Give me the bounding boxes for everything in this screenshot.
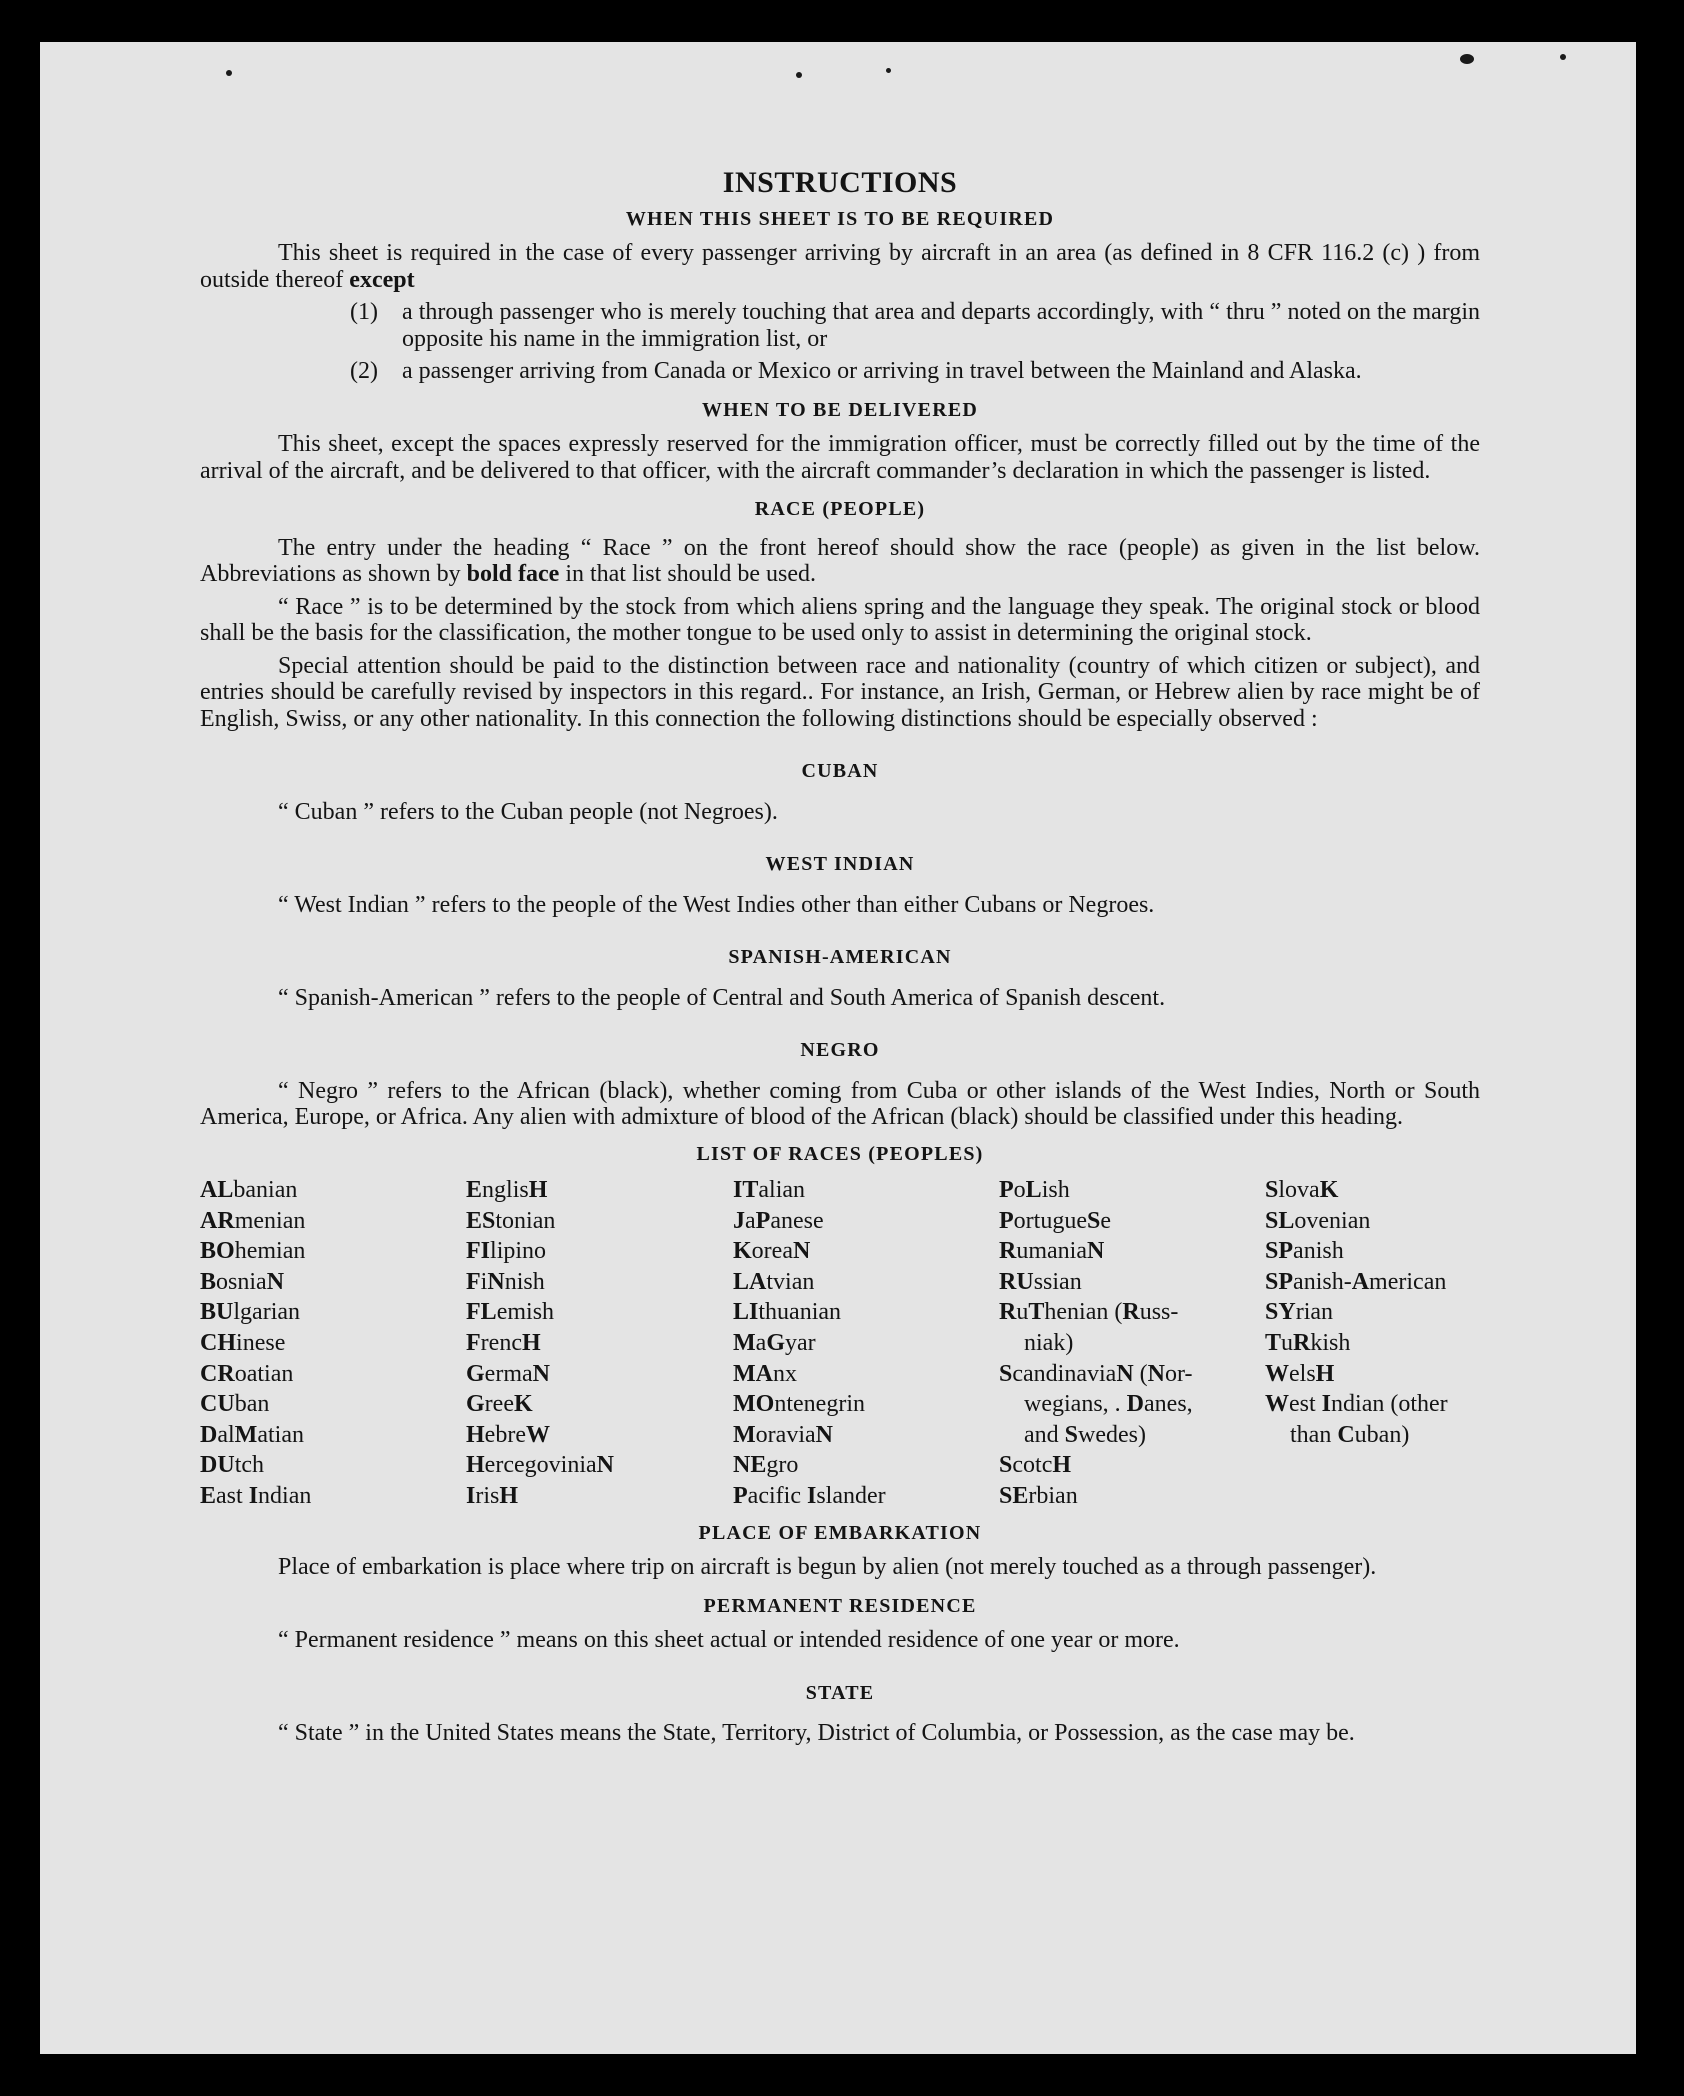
race-entry: PoLish <box>999 1177 1070 1203</box>
race-entry: DalMatian <box>200 1421 304 1448</box>
race-entry: GreeK <box>466 1391 533 1418</box>
race-entry: wegians, . Danes, <box>1024 1391 1193 1418</box>
negro-text: “ Negro ” refers to the African (black), whether coming from Cuba or other islands of the West Indies, North or South America, Europe, or Africa. Any alien with admixture of blood of the African (black) should be classified under this heading. <box>200 1077 1480 1130</box>
race-entry: MaGyar <box>733 1329 816 1356</box>
spanish-american-text: “ Spanish-American ” refers to the people of Central and South America of Spanish descent. <box>278 984 1166 1011</box>
race-entry: FiNnish <box>466 1268 545 1295</box>
races-column <box>999 1175 1265 1512</box>
race-entry: TuRkish <box>1265 1329 1351 1356</box>
race-entry: BUlgarian <box>200 1299 301 1326</box>
section-heading-required: WHEN THIS SHEET IS TO BE REQUIRED <box>625 207 1055 230</box>
required-intro-text: This sheet is required in the case of every passenger arriving by aircraft in an area (as defined in 8 CFR 116.2 (c) ) from outside thereof <box>200 240 1480 293</box>
item-number: (2) <box>350 358 378 384</box>
race-entry: HercegoviniaN <box>466 1452 614 1479</box>
punch-mark <box>1460 54 1474 64</box>
race-entry: KoreaN <box>733 1238 811 1265</box>
section-heading-residence: PERMANENT RESIDENCE <box>703 1594 977 1617</box>
race-paragraph: Special attention should be paid to the distinction between race and nationality (country of which citizen or subject), and entries should be carefully revised by inspectors in this regard.. For instance, an Irish, German, or Hebrew alien by race might be of English, Swiss, or any other nationality. In this connection the following distinctions should be especially observed : <box>200 652 1480 732</box>
document-page <box>40 42 1636 2054</box>
section-heading-embarkation: PLACE OF EMBARKATION <box>698 1521 982 1544</box>
race-p1-text: The entry under the heading “ Race ” on the front hereof should show the race (people) as given in the list below. Abbreviations as shown by <box>200 534 1480 587</box>
race-entry: RumaniaN <box>999 1238 1105 1265</box>
section-heading-cuban: CUBAN <box>801 760 879 782</box>
race-entry: ARmenian <box>200 1207 306 1234</box>
west-indian-text: “ West Indian ” refers to the people of the West Indies other than either Cubans or Negroes. <box>278 891 1155 918</box>
race-entry: CHinese <box>200 1329 286 1356</box>
item-text: a passenger arriving from Canada or Mexico or arriving in travel between the Mainland and Alaska. <box>402 358 1362 384</box>
page-title: INSTRUCTIONS <box>722 166 958 199</box>
required-intro-bold: except <box>349 266 415 293</box>
race-entry: East Indian <box>200 1482 312 1509</box>
race-entry: WelsH <box>1265 1360 1335 1387</box>
races-column <box>1265 1175 1480 1512</box>
cuban-text: “ Cuban ” refers to the Cuban people (not Negroes). <box>278 798 778 825</box>
race-entry: West Indian (other <box>1265 1391 1448 1418</box>
race-entry: LIthuanian <box>733 1299 842 1326</box>
race-p1-bold: bold face <box>466 561 560 587</box>
race-entry: MAnx <box>733 1360 797 1387</box>
race-entry: and Swedes) <box>1024 1421 1147 1448</box>
race-entry: FrencH <box>466 1329 541 1356</box>
race-entry: GermaN <box>466 1360 550 1387</box>
section-heading-spanish-american: SPANISH-AMERICAN <box>728 946 952 968</box>
race-entry: FLemish <box>466 1299 555 1326</box>
race-entry: RUssian <box>999 1268 1082 1295</box>
punch-mark <box>886 68 891 73</box>
race-entry: ITalian <box>733 1177 806 1203</box>
required-item <box>200 299 1480 352</box>
race-p1-post: in that list should be used. <box>565 561 816 587</box>
race-entry: than Cuban) <box>1290 1421 1410 1448</box>
section-heading-west-indian: WEST INDIAN <box>765 853 915 875</box>
race-entry: MoraviaN <box>733 1421 833 1448</box>
race-entry: SLovenian <box>1265 1207 1371 1234</box>
race-entry: FIlipino <box>466 1238 547 1265</box>
race-entry: SPanish <box>1265 1238 1344 1265</box>
punch-mark <box>796 72 802 78</box>
race-entry: SErbian <box>999 1482 1078 1509</box>
race-entry: SlovaK <box>1265 1177 1339 1203</box>
race-entry: BosniaN <box>200 1268 285 1295</box>
race-entry: PortugueSe <box>999 1207 1112 1234</box>
race-entry: IrisH <box>466 1482 519 1509</box>
race-entry: LAtvian <box>733 1268 815 1295</box>
race-entry: SPanish-American <box>1265 1268 1447 1295</box>
race-entry: CRoatian <box>200 1360 294 1387</box>
section-heading-negro: NEGRO <box>800 1039 880 1061</box>
race-entry: MOntenegrin <box>733 1391 865 1418</box>
residence-text: “ Permanent residence ” means on this sheet actual or intended residence of one year or more. <box>278 1627 1180 1654</box>
section-heading-state: STATE <box>805 1681 875 1704</box>
embarkation-text: Place of embarkation is place where trip on aircraft is begun by alien (not merely touched as a through passenger). <box>278 1554 1377 1581</box>
item-number: (1) <box>350 299 378 325</box>
section-heading-races-list: LIST OF RACES (PEOPLES) <box>696 1142 984 1165</box>
race-paragraph: “ Race ” is to be determined by the stock from which aliens spring and the language they speak. The original stock or blood shall be the basis for the classification, the mother tongue to be used only to assist in determining the original stock. <box>200 593 1480 646</box>
races-column <box>200 1175 466 1512</box>
race-entry: SYrian <box>1265 1299 1334 1326</box>
required-intro <box>200 240 1480 293</box>
race-entry: ALbanian <box>200 1177 298 1203</box>
punch-mark <box>226 70 232 76</box>
race-entry: JaPanese <box>733 1207 824 1234</box>
race-entry: niak) <box>1024 1329 1074 1356</box>
race-entry: ScotcH <box>999 1452 1072 1479</box>
race-entry: CUban <box>200 1391 270 1418</box>
races-column <box>733 1175 999 1512</box>
race-entry: ScandinaviaN (Nor- <box>999 1360 1193 1387</box>
section-heading-race: RACE (PEOPLE) <box>754 498 926 520</box>
races-list <box>200 1175 1480 1512</box>
race-entry: EStonian <box>466 1207 556 1234</box>
delivered-text: This sheet, except the spaces expressly reserved for the immigration officer, must be correctly filled out by the time of the arrival of the aircraft, and be delivered to that officer, with the aircraft commander’s declaration in which the passenger is listed. <box>200 431 1480 484</box>
instructions-body <box>200 166 1480 1747</box>
race-entry: HebreW <box>466 1421 550 1448</box>
race-entry: NEgro <box>733 1452 799 1479</box>
section-heading-delivered: WHEN TO BE DELIVERED <box>701 398 979 421</box>
race-paragraph <box>200 535 1480 588</box>
race-entry: DUtch <box>200 1452 265 1479</box>
races-column <box>466 1175 733 1512</box>
race-entry: BOhemian <box>200 1238 306 1265</box>
race-entry: Pacific Islander <box>733 1482 886 1509</box>
state-text: “ State ” in the United States means the State, Territory, District of Columbia, or Possession, as the case may be. <box>278 1720 1355 1747</box>
race-entry: EnglisH <box>466 1177 548 1203</box>
punch-mark <box>1560 54 1566 60</box>
required-item <box>200 358 1480 385</box>
race-entry: RuThenian (Russ- <box>999 1299 1179 1326</box>
item-text: a through passenger who is merely touching that area and departs accordingly, with “ thru ” noted on the margin opposite his name in the immigration list, or <box>402 299 1480 352</box>
